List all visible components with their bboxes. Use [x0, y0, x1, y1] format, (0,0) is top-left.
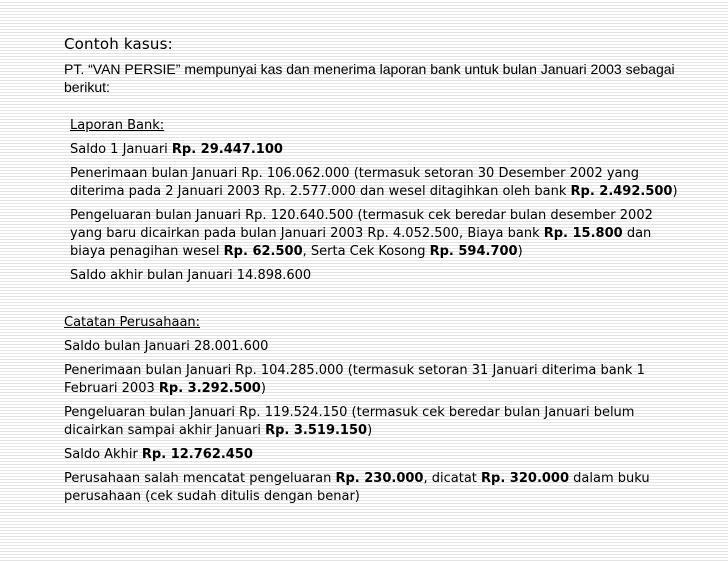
- company-penerimaan-suffix: ): [260, 381, 266, 396]
- bank-saldo-awal-amount: Rp. 29.447.100: [171, 142, 283, 157]
- company-saldo-akhir: [64, 446, 664, 464]
- bank-pengeluaran: [70, 207, 680, 261]
- company-heading: [64, 314, 664, 332]
- company-pengeluaran-text: Pengeluaran bulan Januari Rp. 119.524.150 (termasuk cek beredar bulan Januari belum dicairkan sampai akhir Januari: [64, 405, 635, 438]
- bank-penerimaan-suffix: ): [672, 184, 678, 199]
- company-penerimaan-amount: Rp. 3.292.500: [158, 381, 261, 396]
- bank-cek-kosong-amount: Rp. 594.700: [429, 244, 518, 259]
- bank-pengeluaran-text: Pengeluaran bulan Januari Rp. 120.640.500 (termasuk cek beredar bulan desember 2002 yang baru dicairkan pada bulan Januari 2003 Rp. 4.052.500, Biaya bank: [70, 208, 653, 241]
- company-kesalahan: [64, 470, 664, 506]
- company-pengeluaran: [64, 404, 664, 440]
- bank-saldo-akhir: Saldo akhir bulan Januari 14.898.600: [70, 268, 312, 283]
- company-pengeluaran-suffix: ): [367, 423, 373, 438]
- bank-pengeluaran-mid2: , Serta Cek Kosong: [302, 244, 430, 259]
- bank-biaya-wesel-amount: Rp. 62.500: [223, 244, 303, 259]
- company-kesalahan-amount2: Rp. 320.000: [481, 471, 570, 486]
- company-records-section: [64, 314, 664, 512]
- company-penerimaan-text: Penerimaan bulan Januari Rp. 104.285.000 (termasuk setoran 31 Januari diterima bank 1 Februari 2003: [64, 363, 645, 396]
- bank-pengeluaran-mid1: dan biaya penagihan wesel: [70, 226, 652, 259]
- company-saldo-akhir-label: Saldo Akhir: [64, 447, 142, 462]
- company-kesalahan-text2: , dicatat: [423, 471, 482, 486]
- company-penerimaan: [64, 362, 664, 398]
- bank-penerimaan: [70, 165, 680, 201]
- bank-heading-text: Laporan Bank:: [70, 118, 165, 133]
- bank-penerimaan-amount: Rp. 2.492.500: [570, 184, 673, 199]
- bank-biaya-bank-amount: Rp. 15.800: [543, 226, 623, 241]
- company-kesalahan-amount1: Rp. 230.000: [335, 471, 424, 486]
- company-pengeluaran-amount: Rp. 3.519.150: [265, 423, 368, 438]
- slide-title: Contoh kasus:: [64, 35, 173, 53]
- bank-penerimaan-text: Penerimaan bulan Januari Rp. 106.062.000 (termasuk setoran 30 Desember 2002 yang diterima pada 2 Januari 2003 Rp. 2.577.000 dan wesel ditagihkan oleh bank: [70, 166, 639, 199]
- company-saldo-akhir-amount: Rp. 12.762.450: [141, 447, 253, 462]
- company-kesalahan-text3: dalam buku perusahaan (cek sudah ditulis dengan benar): [64, 471, 650, 504]
- company-heading-text: Catatan Perusahaan:: [64, 315, 201, 330]
- bank-heading: [70, 117, 680, 135]
- company-saldo: Saldo bulan Januari 28.001.600: [64, 339, 269, 354]
- company-kesalahan-text1: Perusahaan salah mencatat pengeluaran: [64, 471, 336, 486]
- bank-pengeluaran-suffix: ): [517, 244, 523, 259]
- intro-paragraph: PT. “VAN PERSIE” mempunyai kas dan menerima laporan bank untuk bulan Januari 2003 sebagai berikut:: [64, 61, 675, 95]
- bank-statement-section: [70, 117, 680, 291]
- bank-saldo-awal: [70, 141, 680, 159]
- bank-saldo-awal-label: Saldo 1 Januari: [70, 142, 172, 157]
